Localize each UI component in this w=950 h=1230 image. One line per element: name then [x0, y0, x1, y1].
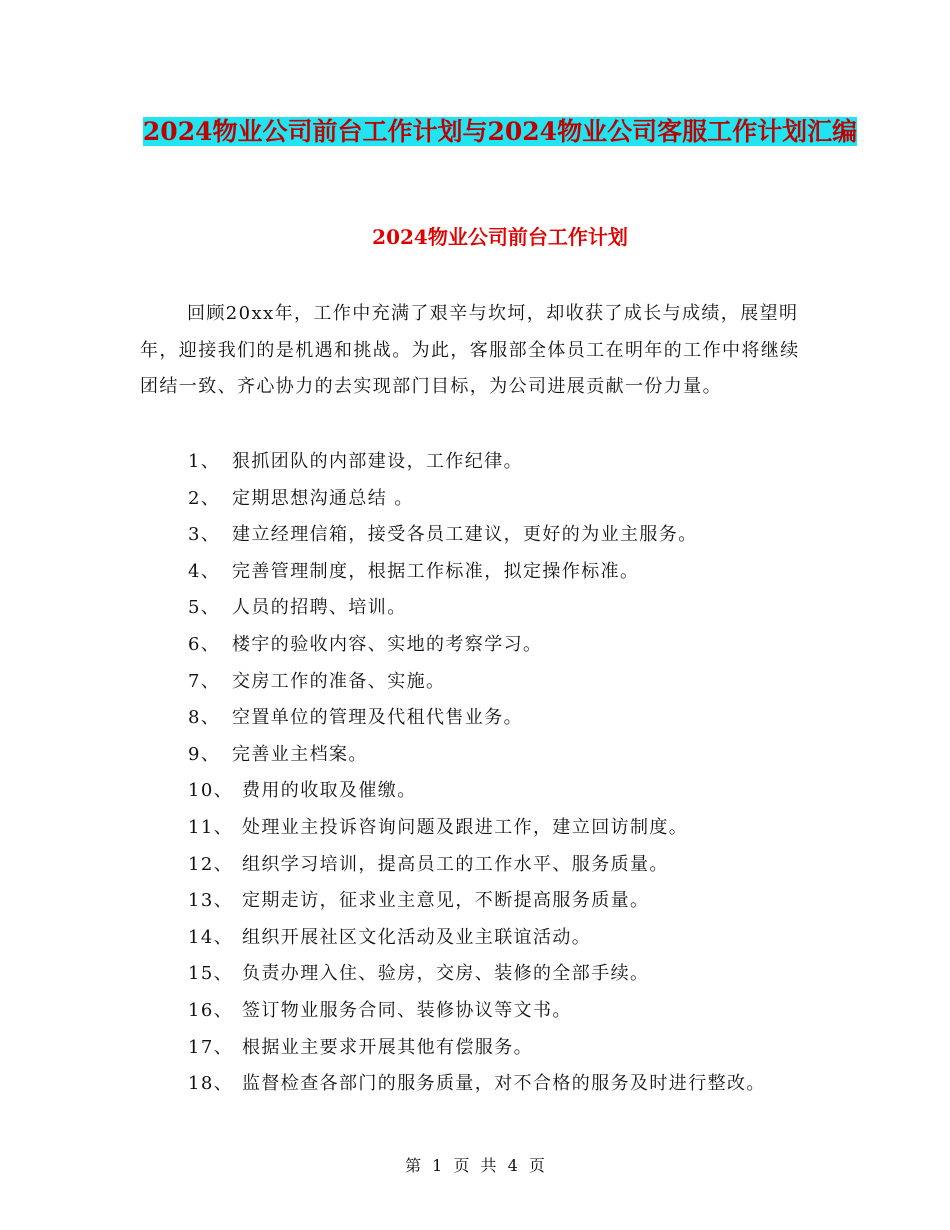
list-item-number: 17、: [188, 1036, 234, 1058]
list-item: [188, 664, 766, 701]
list-item-text: 交房工作的准备、实施。: [232, 670, 446, 692]
list-item: [188, 1030, 766, 1067]
list-item-text: 监督检查各部门的服务质量，对不合格的服务及时进行整改。: [242, 1073, 766, 1095]
list-item: [188, 810, 766, 847]
list-item: [188, 1066, 766, 1103]
list-item-number: 7、: [188, 670, 221, 692]
list-item-number: 13、: [188, 890, 234, 912]
list-item-text: 建立经理信箱，接受各员工建议，更好的为业主服务。: [232, 524, 698, 546]
list-item-text: 定期走访，征求业主意见，不断提高服务质量。: [242, 890, 650, 912]
list-item: [188, 554, 766, 591]
list-item-number: 14、: [188, 926, 234, 948]
list-item-number: 1、: [188, 451, 221, 472]
document-title-text: 2024物业公司前台工作计划与2024物业公司客服工作计划汇编: [142, 117, 858, 146]
list-item-text: 完善管理制度，根据工作标准，拟定操作标准。: [232, 560, 640, 582]
section-title: 2024物业公司前台工作计划: [372, 225, 628, 249]
list-item: [188, 700, 766, 737]
list-item-number: 9、: [188, 743, 221, 765]
list-item-number: 5、: [188, 597, 221, 619]
list-item: [188, 847, 766, 884]
list-item-number: 3、: [188, 524, 221, 546]
list-item-number: 16、: [188, 999, 234, 1021]
list-item: [188, 517, 766, 554]
list-item-text: 楼宇的验收内容、实地的考察学习。: [232, 633, 543, 655]
list-item-text: 组织开展社区文化活动及业主联谊活动。: [242, 926, 592, 948]
list-item-number: 2、: [188, 487, 221, 509]
document-title: [140, 110, 860, 154]
list-item-text: 处理业主投诉咨询问题及跟进工作，建立回访制度。: [242, 816, 689, 838]
page-footer: 第 1 页 共 4 页: [405, 1156, 545, 1175]
list-item-text: 人员的招聘、培训。: [232, 597, 407, 619]
list-item-number: 11、: [188, 816, 234, 838]
list-item-text: 定期思想沟通总结 。: [232, 487, 414, 509]
list-item-text: 完善业主档案。: [232, 743, 368, 765]
list-item-number: 4、: [188, 560, 221, 582]
list-item: [188, 481, 766, 518]
list-item-text: 狠抓团队的内部建设，工作纪律。: [232, 451, 523, 472]
list-item-number: 10、: [188, 780, 234, 802]
list-item-text: 根据业主要求开展其他有偿服务。: [242, 1036, 533, 1058]
list-item-text: 负责办理入住、验房，交房、装修的全部手续。: [242, 963, 650, 985]
list-item-number: 12、: [188, 853, 234, 875]
list-item: [188, 737, 766, 774]
list-item: [188, 956, 766, 993]
list-item-number: 6、: [188, 633, 221, 655]
intro-paragraph: 回顾20xx年，工作中充满了艰辛与坎坷，却收获了成长与成绩，展望明年，迎接我们的是机遇和挑战。为此，客服部全体员工在明年的工作中将继续团结一致、齐心协力的去实现部门目标，为公司进展贡献一份力量。: [140, 303, 800, 397]
list-item-number: 18、: [188, 1073, 234, 1095]
list-item: [188, 627, 766, 664]
list-item: [188, 444, 766, 481]
list-item: [188, 590, 766, 627]
list-item-text: 组织学习培训，提高员工的工作水平、服务质量。: [242, 853, 669, 875]
list-item: [188, 993, 766, 1030]
list-item-text: 签订物业服务合同、装修协议等文书。: [242, 999, 572, 1021]
list-item: [188, 773, 766, 810]
list-item-text: 空置单位的管理及代租代售业务。: [232, 707, 523, 729]
plan-list: [188, 444, 766, 1103]
list-item: [188, 920, 766, 957]
list-item: [188, 883, 766, 920]
list-item-number: 15、: [188, 963, 234, 985]
list-item-number: 8、: [188, 707, 221, 729]
list-item-text: 费用的收取及催缴。: [242, 780, 417, 802]
